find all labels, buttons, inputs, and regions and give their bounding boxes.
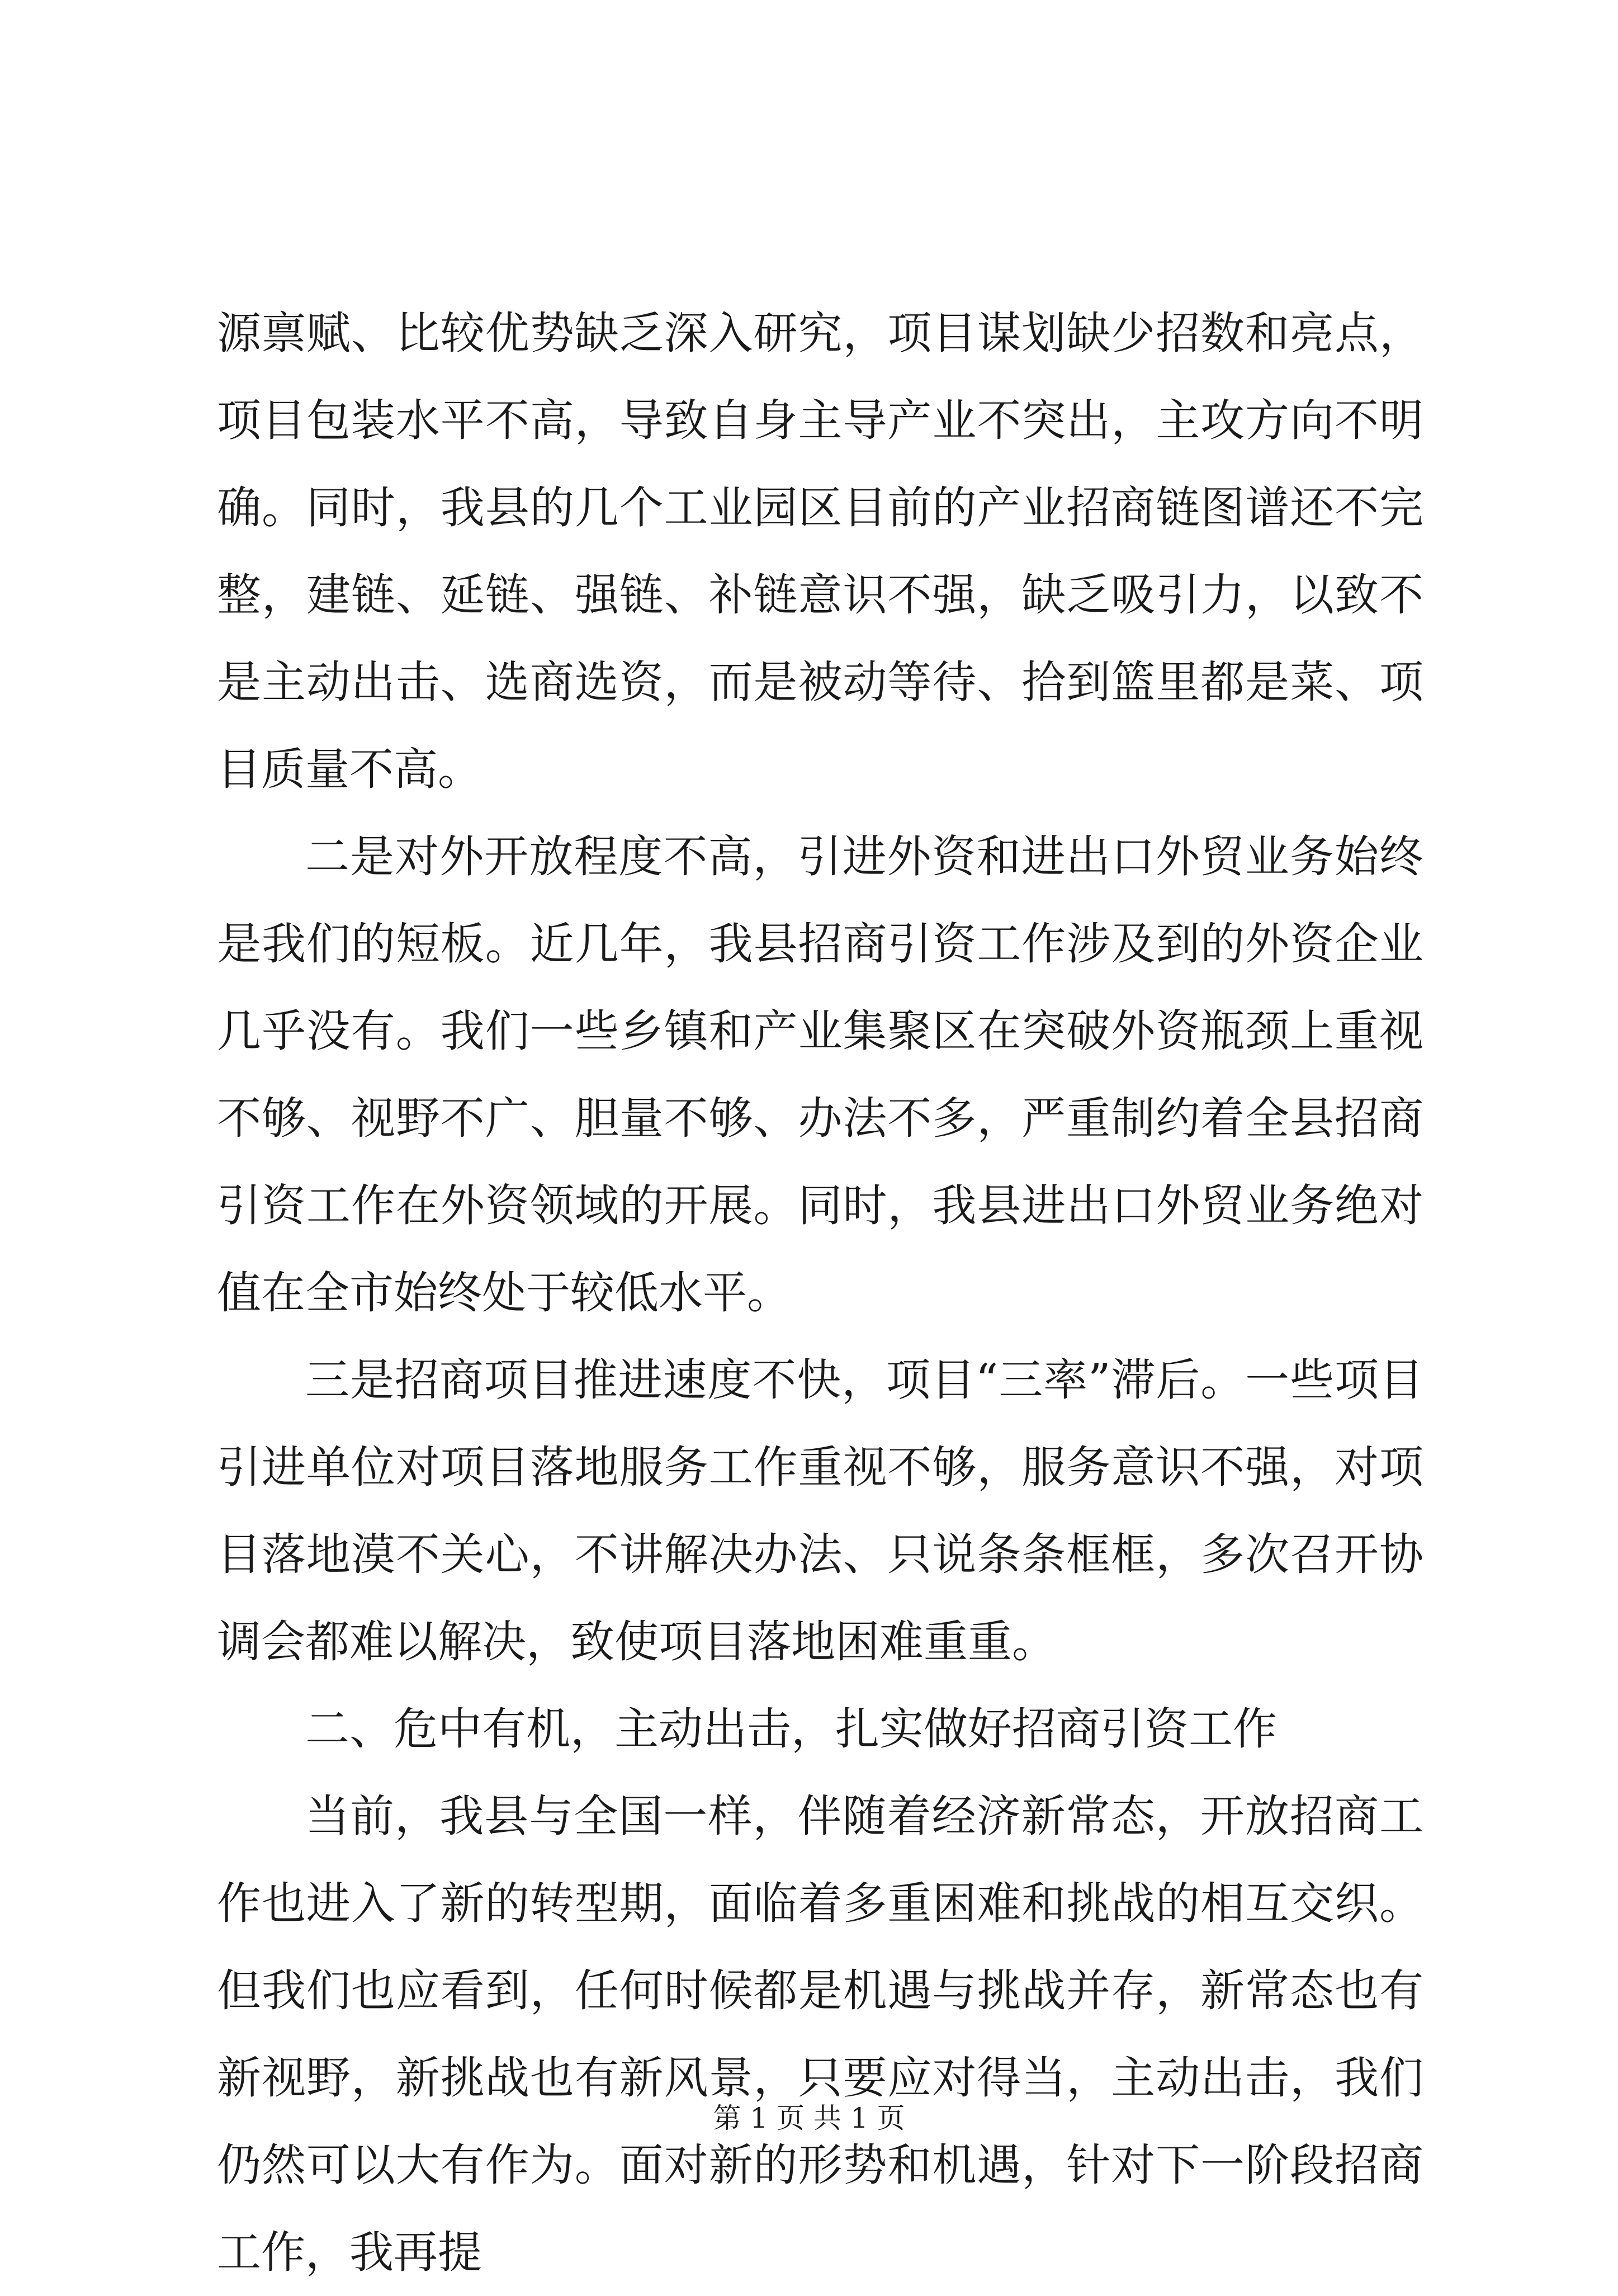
paragraph-5: 当前，我县与全国一样，伴随着经济新常态，开放招商工作也进入了新的转型期，面临着多重困难和挑战的相互交织。但我们也应看到，任何时候都是机遇与挑战并存，新常态也有新视野，新挑战也有新风景，只要应对得当，主动出击，我们仍然可以大有作为。面对新的形势和机遇，针对下一阶段招商工作，我再提: [217, 1790, 1423, 2278]
page-footer: [0, 2099, 1618, 2138]
paragraph-3: 三是招商项目推进速度不快，项目“三率”滞后。一些项目引进单位对项目落地服务工作重视不够，服务意识不强，对项目落地漠不关心，不讲解决办法、只说条条框框，多次召开协调会都难以解决，致使项目落地困难重重。: [217, 1354, 1423, 1667]
document-body: [217, 290, 1423, 2296]
paragraph-2: 二是对外开放程度不高，引进外资和进出口外贸业务始终是我们的短板。近几年，我县招商引资工作涉及到的外资企业几乎没有。我们一些乡镇和产业集聚区在突破外资瓶颈上重视不够、视野不广、胆量不够、办法不多，严重制约着全县招商引资工作在外资领域的开展。同时，我县进出口外贸业务绝对值在全市始终处于较低水平。: [217, 831, 1423, 1319]
section-heading: 二、危中有机，主动出击，扎实做好招商引资工作: [305, 1703, 1277, 1755]
page-number-label: 第 1 页 共 1 页: [713, 2102, 905, 2134]
paragraph-1: 源禀赋、比较优势缺乏深入研究，项目谋划缺少招数和亮点，项目包装水平不高，导致自身主导产业不突出，主攻方向不明确。同时，我县的几个工业园区目前的产业招商链图谱还不完整，建链、延链、强链、补链意识不强，缺乏吸引力，以致不是主动出击、选商选资，而是被动等待、拾到篮里都是菜、项目质量不高。: [217, 308, 1423, 795]
